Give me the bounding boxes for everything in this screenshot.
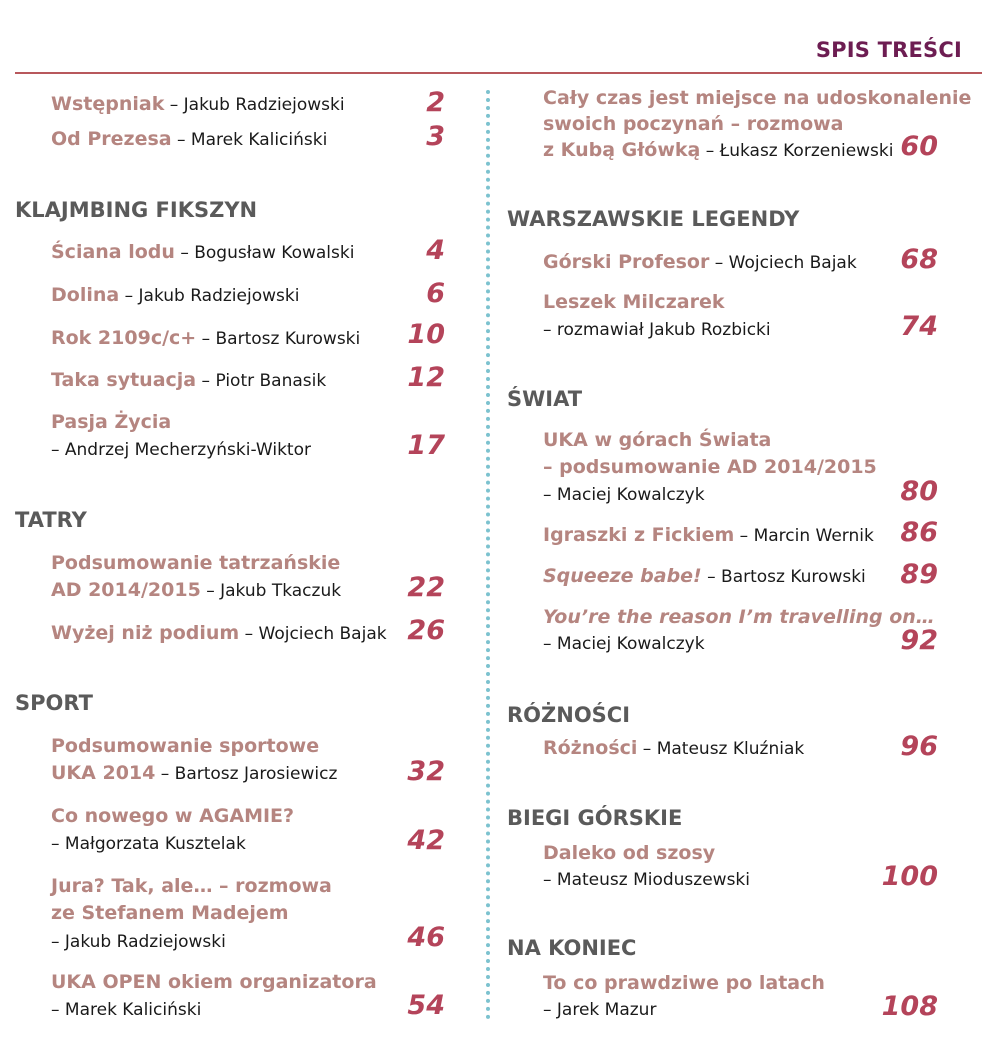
page-number: 10 xyxy=(407,319,445,350)
toc-entry-reason[interactable]: You’re the reason I’m travelling on… xyxy=(543,606,935,628)
page-number: 22 xyxy=(407,572,445,603)
toc-entry-prezes[interactable]: Od Prezesa – Marek Kaliciński xyxy=(51,128,328,150)
page-number: 60 xyxy=(900,131,938,162)
page-number: 26 xyxy=(407,615,445,646)
page-number: 17 xyxy=(407,430,445,461)
column-divider xyxy=(486,90,490,1020)
toc-entry-open[interactable]: UKA OPEN okiem organizatora xyxy=(51,971,377,993)
toc-entry-prawdziwe[interactable]: To co prawdziwe po latach xyxy=(543,972,825,994)
toc-entry-sciana[interactable]: Ściana lodu – Bogusław Kowalski xyxy=(51,241,355,263)
page-number: 89 xyxy=(900,559,938,590)
page-number: 54 xyxy=(407,990,445,1021)
section-heading-klajmbing: KLAJMBING FIKSZYN xyxy=(15,198,258,222)
toc-entry-pasja[interactable]: Pasja Życia xyxy=(51,411,172,433)
page-number: 96 xyxy=(900,731,938,762)
section-heading-koniec: NA KONIEC xyxy=(507,936,637,960)
toc-entry-wstepniak[interactable]: Wstępniak – Jakub Radziejowski xyxy=(51,93,345,115)
toc-entry-uka-line2[interactable]: – podsumowanie AD 2014/2015 xyxy=(543,456,877,478)
section-heading-tatry: TATRY xyxy=(15,508,87,532)
toc-entry-caly-line2[interactable]: swoich poczynań – rozmowa xyxy=(543,113,844,135)
page-number: 32 xyxy=(407,756,445,787)
page-number: 6 xyxy=(426,278,445,309)
page-number: 92 xyxy=(900,625,938,656)
page-number: 100 xyxy=(881,861,938,892)
page-number: 86 xyxy=(900,517,938,548)
page-number: 108 xyxy=(881,991,938,1022)
section-heading-biegi: BIEGI GÓRSKIE xyxy=(507,806,683,830)
toc-entry-wyzej[interactable]: Wyżej niż podium – Wojciech Bajak xyxy=(51,622,387,644)
page-number: 68 xyxy=(900,244,938,275)
page-number: 42 xyxy=(407,825,445,856)
page-number: 4 xyxy=(426,235,445,266)
toc-entry-igraszki[interactable]: Igraszki z Fickiem – Marcin Wernik xyxy=(543,524,874,546)
section-heading-swiat: ŚWIAT xyxy=(507,387,583,411)
page-number: 2 xyxy=(426,87,445,118)
toc-entry-taka[interactable]: Taka sytuacja – Piotr Banasik xyxy=(51,369,327,391)
toc-entry-dolina[interactable]: Dolina – Jakub Radziejowski xyxy=(51,284,300,306)
page-number: 74 xyxy=(900,311,938,342)
toc-entry-author: – Małgorzata Kusztelak xyxy=(51,834,246,854)
toc-entry-uka[interactable]: UKA w górach Świata xyxy=(543,429,772,451)
toc-entry-author: – Jarek Mazur xyxy=(543,1000,657,1020)
toc-entry-podsumowanie-sportowe[interactable]: Podsumowanie sportowe xyxy=(51,735,320,757)
header-divider xyxy=(15,72,982,74)
toc-entry-author: – Andrzej Mecherzyński-Wiktor xyxy=(51,440,311,460)
page-number: 46 xyxy=(407,922,445,953)
toc-entry-profesor[interactable]: Górski Profesor – Wojciech Bajak xyxy=(543,251,857,273)
toc-entry-jura[interactable]: Jura? Tak, ale… – rozmowa xyxy=(51,875,332,897)
toc-entry-milczarek[interactable]: Leszek Milczarek xyxy=(543,291,725,313)
toc-entry-author: – Mateusz Mioduszewski xyxy=(543,870,750,890)
toc-entry-author: – Marek Kaliciński xyxy=(51,1000,202,1020)
toc-entry-squeeze[interactable]: Squeeze babe! – Bartosz Kurowski xyxy=(543,565,866,587)
toc-entry-jura-line2[interactable]: ze Stefanem Madejem xyxy=(51,902,289,924)
toc-entry-rok[interactable]: Rok 2109c/c+ – Bartosz Kurowski xyxy=(51,327,361,349)
toc-entry-caly[interactable]: Cały czas jest miejsce na udoskonalenie xyxy=(543,87,972,109)
toc-entry-author: – rozmawiał Jakub Rozbicki xyxy=(543,320,771,340)
page-number: 3 xyxy=(426,121,445,152)
toc-entry-author: – Jakub Radziejowski xyxy=(51,932,226,952)
toc-entry-agama[interactable]: Co nowego w AGAMIE? xyxy=(51,805,295,827)
section-heading-legendy: WARSZAWSKIE LEGENDY xyxy=(507,207,800,231)
page-number: 80 xyxy=(900,476,938,507)
toc-entry-caly-line3[interactable]: z Kubą Główką – Łukasz Korzeniewski xyxy=(543,139,894,161)
toc-entry-author: – Maciej Kowalczyk xyxy=(543,485,705,505)
toc-entry-podsumowanie-tatrzanskie-line2[interactable]: AD 2014/2015 – Jakub Tkaczuk xyxy=(51,579,342,601)
toc-entry-szosa[interactable]: Daleko od szosy xyxy=(543,842,716,864)
toc-entry-podsumowanie-sportowe-line2[interactable]: UKA 2014 – Bartosz Jarosiewicz xyxy=(51,762,338,784)
page-number: 12 xyxy=(407,362,445,393)
toc-entry-roznosci[interactable]: Różności – Mateusz Kluźniak xyxy=(543,737,805,759)
page-title: SPIS TREŚCI xyxy=(815,38,962,62)
toc-entry-podsumowanie-tatrzanskie[interactable]: Podsumowanie tatrzańskie xyxy=(51,552,341,574)
toc-entry-author: – Maciej Kowalczyk xyxy=(543,634,705,654)
section-heading-roznosci: RÓŻNOŚCI xyxy=(507,703,631,727)
section-heading-sport: SPORT xyxy=(15,691,93,715)
